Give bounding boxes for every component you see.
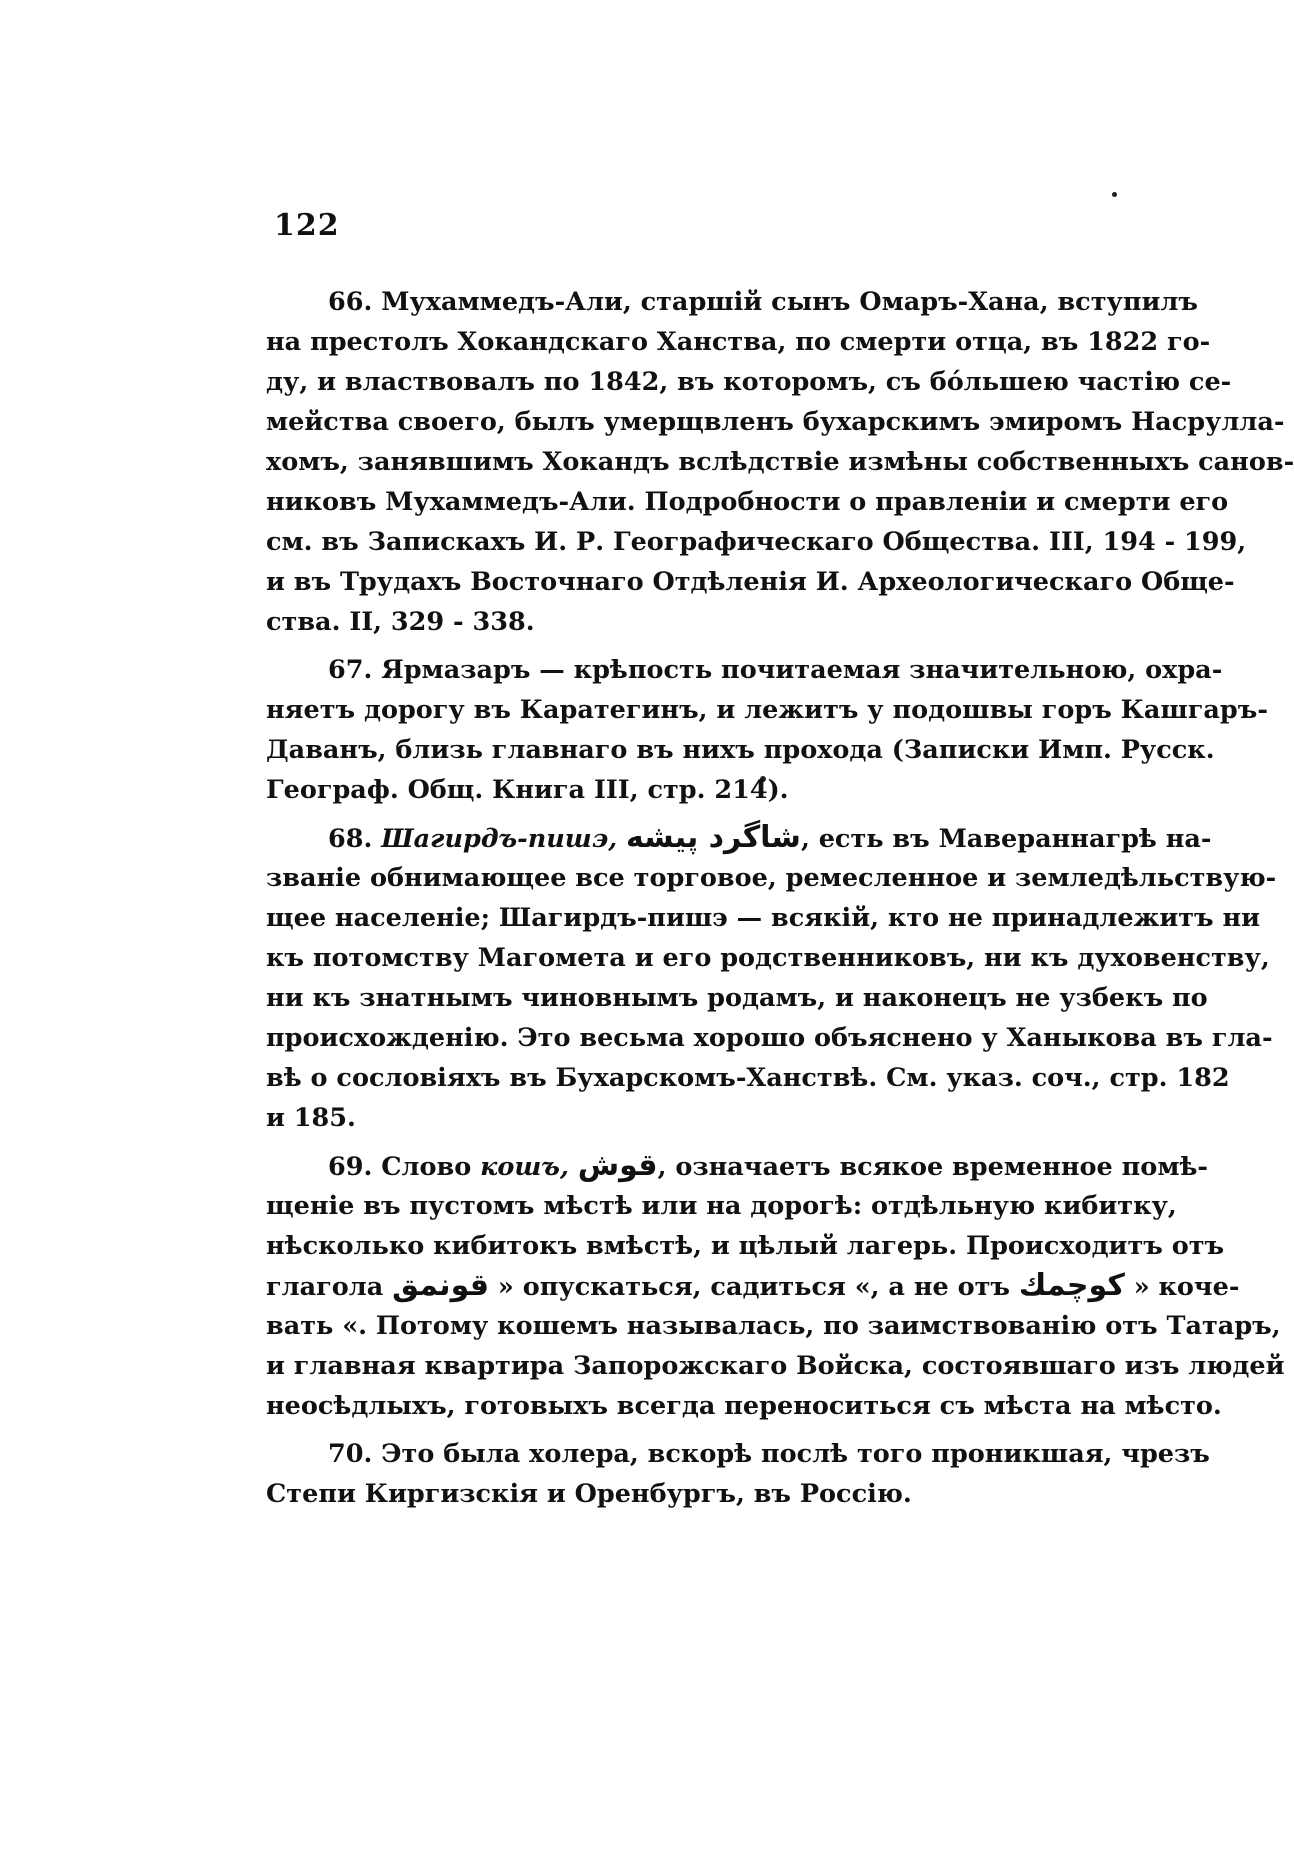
note-69 xyxy=(266,1146,1285,1426)
note-line xyxy=(266,1146,1208,1186)
note-68 xyxy=(266,818,1277,1138)
note-text: » опускаться, садиться «, а не отъ xyxy=(497,1272,1010,1302)
note-line: неосѣдлыхъ, готовыхъ всегда переноситься съ мѣста на мѣсто. xyxy=(266,1391,1222,1421)
note-text: 69. Слово xyxy=(328,1152,472,1182)
note-line: щее населеніе; Шагирдъ-пишэ — всякій, кто не принадлежитъ ни xyxy=(266,903,1261,933)
note-text: » коче- xyxy=(1133,1272,1240,1302)
note-line: 70. Это была холера, вскорѣ послѣ того проникшая, чрезъ xyxy=(328,1439,1210,1469)
note-line: см. въ Запискахъ И. Р. Географическаго Общества. III, 194 - 199, xyxy=(266,527,1247,557)
note-line: ни къ знатнымъ чиновнымъ родамъ, и наконецъ не узбекъ по xyxy=(266,983,1208,1013)
note-line: ду, и властвовалъ по 1842, въ которомъ, съ бóльшею частію се- xyxy=(266,367,1232,397)
note-line: мейства своего, былъ умерщвленъ бухарскимъ эмиромъ Насрулла- xyxy=(266,407,1285,437)
note-line: званіе обнимающее все торговое, ремесленное и земледѣльствую- xyxy=(266,863,1277,893)
note-text: глагола xyxy=(266,1272,384,1302)
note-line: никовъ Мухаммедъ-Али. Подробности о правленіи и смерти его xyxy=(266,487,1229,517)
note-70 xyxy=(266,1434,1210,1514)
arabic-term: قوش xyxy=(577,1148,658,1183)
note-line: и 185. xyxy=(266,1103,356,1133)
note-line: Даванъ, близь главнаго въ нихъ прохода (Записки Имп. Русск. xyxy=(266,735,1215,765)
term: Шагирдъ-пишэ, xyxy=(381,824,618,854)
note-line: къ потомству Магомета и его родственниковъ, ни къ духовенству, xyxy=(266,943,1270,973)
note-line: и въ Трудахъ Восточнаго Отдѣленія И. Археологическаго Обще- xyxy=(266,567,1235,597)
term: кошъ, xyxy=(480,1152,569,1182)
note-line xyxy=(266,818,1212,858)
page-number: 122 xyxy=(274,208,340,243)
note-67 xyxy=(266,650,1268,810)
note-line: вать «. Потому кошемъ называлась, по заимствованію отъ Татаръ, xyxy=(266,1311,1281,1341)
ink-speck xyxy=(1112,192,1117,197)
note-line: ства. II, 329 - 338. xyxy=(266,607,535,637)
note-text: , есть въ Мавераннагрѣ на- xyxy=(800,824,1212,854)
arabic-term: کوچمك xyxy=(1018,1268,1125,1303)
note-line: Степи Киргизскія и Оренбургъ, въ Россію. xyxy=(266,1479,912,1509)
note-line: происхожденію. Это весьма хорошо объяснено у Ханыкова въ гла- xyxy=(266,1023,1273,1053)
note-66 xyxy=(266,282,1294,642)
notes-text xyxy=(266,282,1294,1514)
note-line: хомъ, занявшимъ Хокандъ вслѣдствіе измѣны собственныхъ санов- xyxy=(266,447,1294,477)
note-text: , означаетъ всякое временное помѣ- xyxy=(657,1152,1208,1182)
note-line: 66. Мухаммедъ-Али, старшій сынъ Омаръ-Хана, вступилъ xyxy=(328,287,1198,317)
arabic-term: قونمق xyxy=(392,1268,490,1303)
note-line: на престолъ Хокандскаго Ханства, по смерти отца, въ 1822 го- xyxy=(266,327,1211,357)
arabic-term: شاگرد پیشه xyxy=(625,820,801,855)
note-line xyxy=(266,1266,1240,1306)
note-line: няетъ дорогу въ Каратегинъ, и лежитъ у подошвы горъ Кашгаръ- xyxy=(266,695,1268,725)
note-line: Географ. Общ. Книга III, стр. 214). xyxy=(266,775,789,805)
note-line: 67. Ярмазаръ — крѣпость почитаемая значительною, охра- xyxy=(328,655,1223,685)
note-line: вѣ о сословіяхъ въ Бухарскомъ-Ханствѣ. См. указ. соч., стр. 182 xyxy=(266,1063,1230,1093)
note-number: 68. xyxy=(328,824,373,854)
note-line: щеніе въ пустомъ мѣстѣ или на дорогѣ: отдѣльную кибитку, xyxy=(266,1191,1177,1221)
note-line: нѣсколько кибитокъ вмѣстѣ, и цѣлый лагерь. Происходитъ отъ xyxy=(266,1231,1225,1261)
note-line: и главная квартира Запорожскаго Войска, состоявшаго изъ людей xyxy=(266,1351,1285,1381)
